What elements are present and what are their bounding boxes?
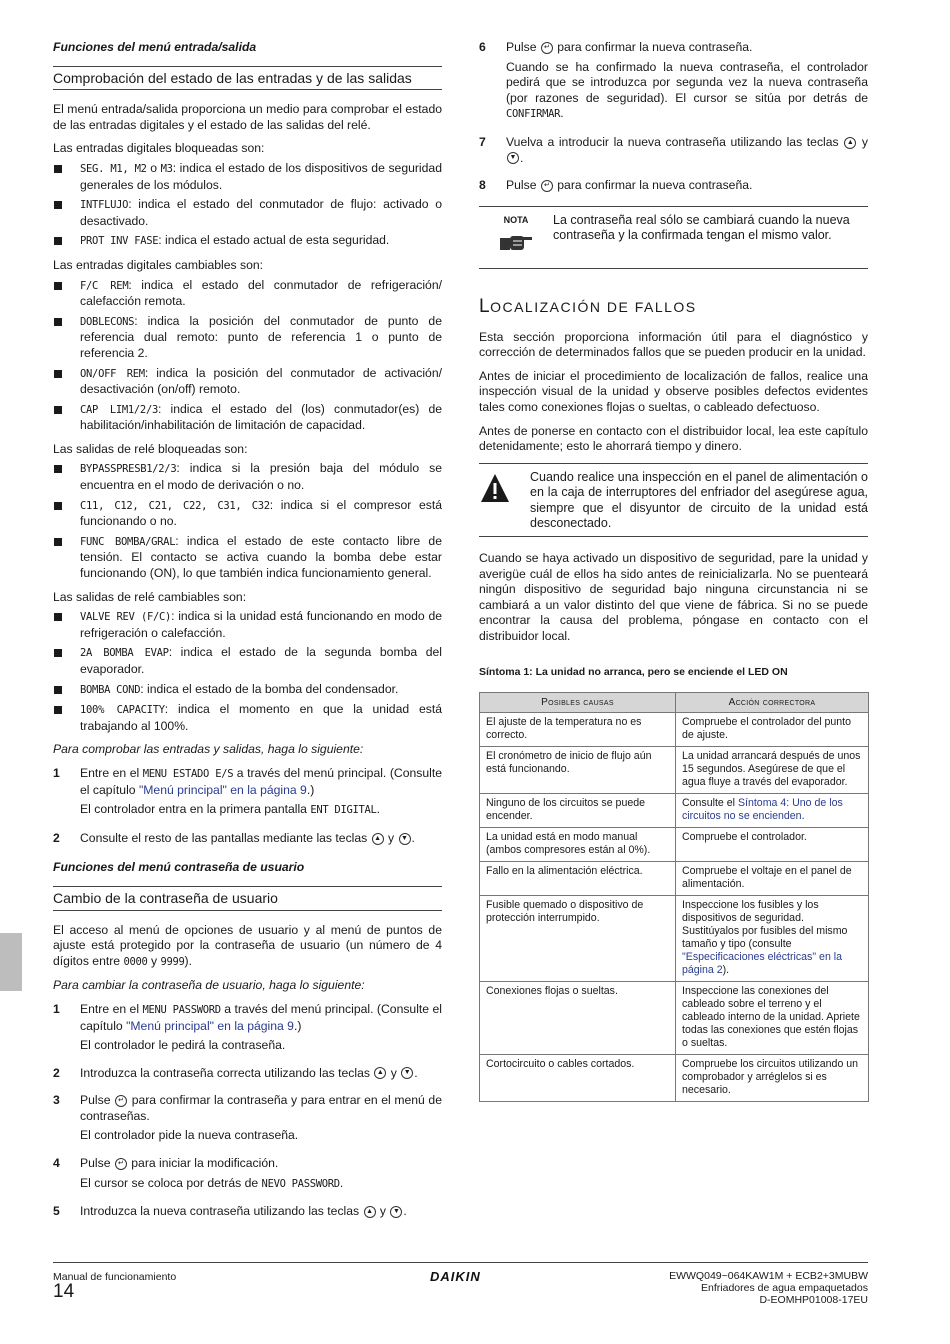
step-item: 2 Introduzca la contraseña correcta utilizando las teclas ▲ y ▼ . [53, 1065, 418, 1080]
step-item: 2 Consulte el resto de las pantallas mediante las teclas ▲ y ▼ . [53, 830, 415, 845]
enter-key-icon: ↵ [115, 1095, 127, 1107]
troubleshooting-table [479, 692, 869, 1102]
table-row: Fusible quemado o dispositivo de protección interrumpido. Inspeccione los fusibles y los dispositivos de seguridad. Sustitúyalos por fusibles del mismo tamaño y tipo (consulte "Especificaciones eléctricas" en la página 2). [480, 896, 869, 982]
enter-key-icon: ↵ [541, 42, 553, 54]
side-tab [0, 933, 22, 991]
paragraph: Antes de ponerse en contacto con el distribuidor local, lea este capítulo detenidamente; esto le ahorrará tiempo y dinero. [479, 423, 868, 454]
down-arrow-key-icon: ▼ [399, 833, 411, 845]
list-item: FUNC BOMBA/GRAL: indica el estado de este contacto libre de tensión. El contacto se activa cuando la bomba debe estar funcionando (ON), lo que también indica funcionamiento general. [53, 534, 442, 582]
enter-key-icon: ↵ [541, 180, 553, 192]
down-arrow-key-icon: ▼ [507, 152, 519, 164]
step-item: 7 Vuelva a introducir la nueva contraseña utilizando las teclas ▲ y ▼ . [479, 134, 869, 165]
footer-doc-info: EWWQ049~064KAW1M + ECB2+3MUBW Enfriadores de agua empaquetados D-EOMHP01008-17EU [669, 1270, 868, 1306]
list-item: SEG. M1, M2 o M3: indica el estado de los dispositivos de seguridad generales de los módulos. [53, 161, 442, 193]
step-item: 8 Pulse ↵ para confirmar la nueva contraseña. [479, 178, 753, 193]
warning-triangle-icon [479, 472, 511, 504]
list-item: BOMBA COND: indica el estado de la bomba del condensador. [53, 682, 442, 699]
left-column: Funciones del menú entrada/salida Comprobación del estado de las entradas y de las salidas El menú entrada/salida proporciona un medio para comprobar el estado de las entradas digitales y el estado de las salidas del relé. Las entradas digitales bloqueadas son: SEG. M1, M2 o M3: indica el estado de los dispositivos de seguridad generales de los módulos. INTFLUJO: indica el estado del conmutador de flujo: activado o desactivado. PROT INV FASE: indica el estado actual de esta seguridad. Las entradas digitales cambiables son: F/C REM: indica el estado del conmutador de refrigeración/ calefacción remota. DOBLECONS: indica la posición del conmutador de punto de referencia dual remoto: punto de referencia 1 o punto de referencia 2. ON/OFF REM: indica la posición del conmutador de activación/ desactivación (on/off) remoto. CAP LIM1/2/3: indica el estado del (los) conmutador(es) de habilitación/inhabilitación de limitación de capacidad. Las salidas de relé bloqueadas son: BYPASSPRESB1/2/3: indica si la presión baja del módulo se encuentra en el modo de derivación o no. C11, C12, C21, C22, C31, C32: indica si el compresor está funcionando o no. FUNC BOMBA/GRAL: indica el estado de este contacto libre de tensión. El contacto se activa cuando la bomba debe estar funcionando (ON), lo que también indica funcionamiento general. Las salidas de relé cambiables son: VALVE REV (F/C): indica si la unidad está funcionando en modo de refrigeración o calefacción. 2A BOMBA EVAP: indica el estado de la segunda bomba del evaporador. BOMBA COND: indica el estado de la bomba del condensador. 100% CAPACITY: indica el momento en que la unidad está trabajando al 100%. Para comprobar las entradas y salidas, haga lo siguiente: 1 Entre en el MENU ESTADO E/S a través del menú principal. (Consulte el capítulo "Menú principal" en la página 9.) El controlador entra en la primera pantalla ENT DIGITAL. 2 Consulte el resto de las pantallas mediante las teclas ▲ y ▼ . Funciones del menú contraseña de usuario Cambio de la contraseña de usuario El acceso al menú de opciones de usuario y al menú de puntos de ajuste está protegido por la contraseña de usuario (un número de 4 dígitos entre 0000 y 9999). Para cambiar la contraseña de usuario, haga lo siguiente: 1 Entre en el MENU PASSWORD a través del menú principal. (Consulte el capítulo "Menú principal" en la página 9.) El controlador le pedirá la contraseña. 2 Introduzca la contraseña correcta utilizando las teclas ▲ y ▼ . 3 Pulse ↵ para confirmar la contraseña y para entrar en el menú de contraseñas. El controlador pide la nueva contraseña. 4 Pulse ↵ para iniciar la modificación. El cursor se coloca por detrás de NEVO PASSWORD. 5 Introduzca la nueva contraseña utilizando las teclas ▲ y ▼ . [53, 40, 443, 1219]
step-item: 3 Pulse ↵ para confirmar la contraseña y para entrar en el menú de contraseñas. El controlador pide la nueva contraseña. [53, 1093, 442, 1143]
table-row: Cortocircuito o cables cortados. Compruebe los circuitos utilizando un comprobador y arréglelos si es necesario. [480, 1055, 869, 1102]
note-label: NOTA [479, 213, 553, 260]
intro-paragraph: El menú entrada/salida proporciona un medio para comprobar el estado de las entradas digitales y el estado de las salidas del relé. [53, 102, 442, 132]
list-item: VALVE REV (F/C): indica si la unidad está funcionando en modo de refrigeración o calefacción. [53, 609, 442, 641]
step-item: 1 Entre en el MENU PASSWORD a través del menú principal. (Consulte el capítulo "Menú principal" en la página 9.) El controlador le pedirá la contraseña. [53, 1001, 443, 1053]
table-row: El ajuste de la temperatura no es correcto. Compruebe el controlador del punto de ajuste. [480, 713, 869, 747]
step-item: 6 Pulse ↵ para confirmar la nueva contraseña. Cuando se ha confirmado la nueva contraseña, el controlador pedirá que se introduzca por segunda vez la nueva contraseña (por razones de seguridad). El cursor se sitúa por detrás de CONFIRMAR. [479, 40, 868, 121]
note-text: La contraseña real sólo se cambiará cuando la nueva contraseña y la confirmada tengan el mismo valor. [553, 212, 850, 243]
section-title-password: Funciones del menú contraseña de usuario [53, 860, 305, 875]
list-item: 100% CAPACITY: indica el momento en que la unidad está trabajando al 100%. [53, 702, 442, 734]
page-number: 14 [53, 1281, 75, 1302]
list-item: ON/OFF REM: indica la posición del conmutador de activación/ desactivación (on/off) remoto. [53, 366, 442, 398]
page-title: LOCALIZACIÓN DE FALLOS [479, 295, 697, 317]
footer-manual: Manual de funcionamiento [53, 1271, 177, 1283]
step-item: 4 Pulse ↵ para iniciar la modificación. El cursor se coloca por detrás de NEVO PASSWORD. [53, 1156, 344, 1190]
symptom-title: Síntoma 1: La unidad no arranca, pero se enciende el LED ON [479, 665, 788, 678]
cross-reference-link[interactable]: "Menú principal" en la página 9 [138, 782, 307, 797]
warning-text: Cuando realice una inspección en el panel de alimentación o en la caja de interruptores del enfriador del asegúrese agua, siempre que el disyuntor de circuito de la unidad está desconectado. [530, 469, 868, 531]
list-item: PROT INV FASE: indica el estado actual de esta seguridad. [53, 233, 442, 250]
hand-pointing-icon [498, 232, 534, 254]
section-title-io: Funciones del menú entrada/salida [53, 40, 257, 54]
group-title: Las salidas de relé cambiables son: [53, 589, 247, 604]
password-how: Para cambiar la contraseña de usuario, haga lo siguiente: [53, 978, 365, 993]
list-item: CAP LIM1/2/3: indica el estado del (los) conmutador(es) de habilitación/inhabilitación de limitación de capacidad. [53, 402, 442, 434]
list-item: 2A BOMBA EVAP: indica el estado de la segunda bomba del evaporador. [53, 645, 442, 677]
up-arrow-key-icon: ▲ [374, 1067, 386, 1079]
list-item: DOBLECONS: indica la posición del conmutador de punto de referencia dual remoto: punto de referencia 1 o punto de referencia 2. [53, 314, 442, 362]
subheading-change-password: Cambio de la contraseña de usuario [53, 886, 442, 911]
table-row: La unidad está en modo manual (ambos compresores están al 0%). Compruebe el controlador. [480, 828, 869, 862]
brand-logo: DAIKIN [430, 1269, 481, 1284]
group-title: Las entradas digitales cambiables son: [53, 257, 264, 272]
up-arrow-key-icon: ▲ [364, 1206, 376, 1218]
group-title: Las salidas de relé bloqueadas son: [53, 441, 248, 456]
paragraph: Cuando se haya activado un dispositivo de seguridad, pare la unidad y averigüe cuál de ellos ha sido antes de reinicializarla. No se puenteará ningún dispositivo de seguridad bajo ninguna circunstancia ni se cambiará a un valor distinto del que viene de fábrica. Si no se puede encontrar la causa del problema, póngase en contacto con el distribuidor local. [479, 551, 868, 644]
table-row: Conexiones flojas o sueltas. Inspeccione las conexiones del cableado sobre el terreno y el cableado interno de la unidad. Apriete todas las conexiones que estén flojas o sueltas. [480, 982, 869, 1055]
paragraph: Esta sección proporciona información útil para el diagnóstico y corrección de determinados fallos que se pueden producir en la unidad. [479, 329, 868, 360]
warning-box [479, 463, 868, 537]
table-row: Ninguno de los circuitos se puede encender. Consulte el Síntoma 4: Uno de los circuitos no se encienden. [480, 794, 869, 828]
list-item: F/C REM: indica el estado del conmutador de refrigeración/ calefacción remota. [53, 278, 442, 310]
step-item: 1 Entre en el MENU ESTADO E/S a través del menú principal. (Consulte el capítulo "Menú principal" en la página 9.) El controlador entra en la primera pantalla ENT DIGITAL. [53, 765, 442, 817]
group-title: Las entradas digitales bloqueadas son: [53, 141, 265, 156]
table-row: Fallo en la alimentación eléctrica. Compruebe el voltaje en el panel de alimentación. [480, 862, 869, 896]
down-arrow-key-icon: ▼ [390, 1206, 402, 1218]
step-item: 5 Introduzca la nueva contraseña utilizando las teclas ▲ y ▼ . [53, 1204, 407, 1219]
note-box [479, 206, 868, 269]
cross-reference-link[interactable]: "Menú principal" en la página 9 [126, 1018, 294, 1033]
subheading-check-io: Comprobación del estado de las entradas y de las salidas [53, 66, 442, 91]
list-item: BYPASSPRESB1/2/3: indica si la presión baja del módulo se encuentra en el modo de derivación o no. [53, 461, 442, 493]
footer-divider [53, 1262, 868, 1263]
column-header: Posibles causas [480, 693, 676, 713]
column-header: Acción correctora [676, 693, 869, 713]
table-row: El cronómetro de inicio de flujo aún está funcionando. La unidad arrancará después de unos 15 segundos. Asegúrese de que el agua fluye a través del evaporador. [480, 747, 869, 794]
down-arrow-key-icon: ▼ [401, 1067, 413, 1079]
cross-reference-link[interactable]: Síntoma 4: Uno de los circuitos no se encienden [682, 797, 843, 823]
enter-key-icon: ↵ [115, 1158, 127, 1170]
up-arrow-key-icon: ▲ [372, 833, 384, 845]
up-arrow-key-icon: ▲ [844, 137, 856, 149]
cross-reference-link[interactable]: "Especificaciones eléctricas" en la página 2 [682, 951, 843, 977]
list-item: C11, C12, C21, C22, C31, C32: indica si el compresor está funcionando o no. [53, 498, 442, 530]
list-item: INTFLUJO: indica el estado del conmutador de flujo: activado o desactivado. [53, 197, 442, 229]
paragraph: Antes de iniciar el procedimiento de localización de fallos, realice una inspección visual de la unidad y observe posibles defectos evidentes tales como conexiones flojas o sueltas, o cableado defectuoso. [479, 368, 868, 414]
right-column [479, 40, 868, 1102]
check-intro: Para comprobar las entradas y salidas, haga lo siguiente: [53, 742, 364, 757]
